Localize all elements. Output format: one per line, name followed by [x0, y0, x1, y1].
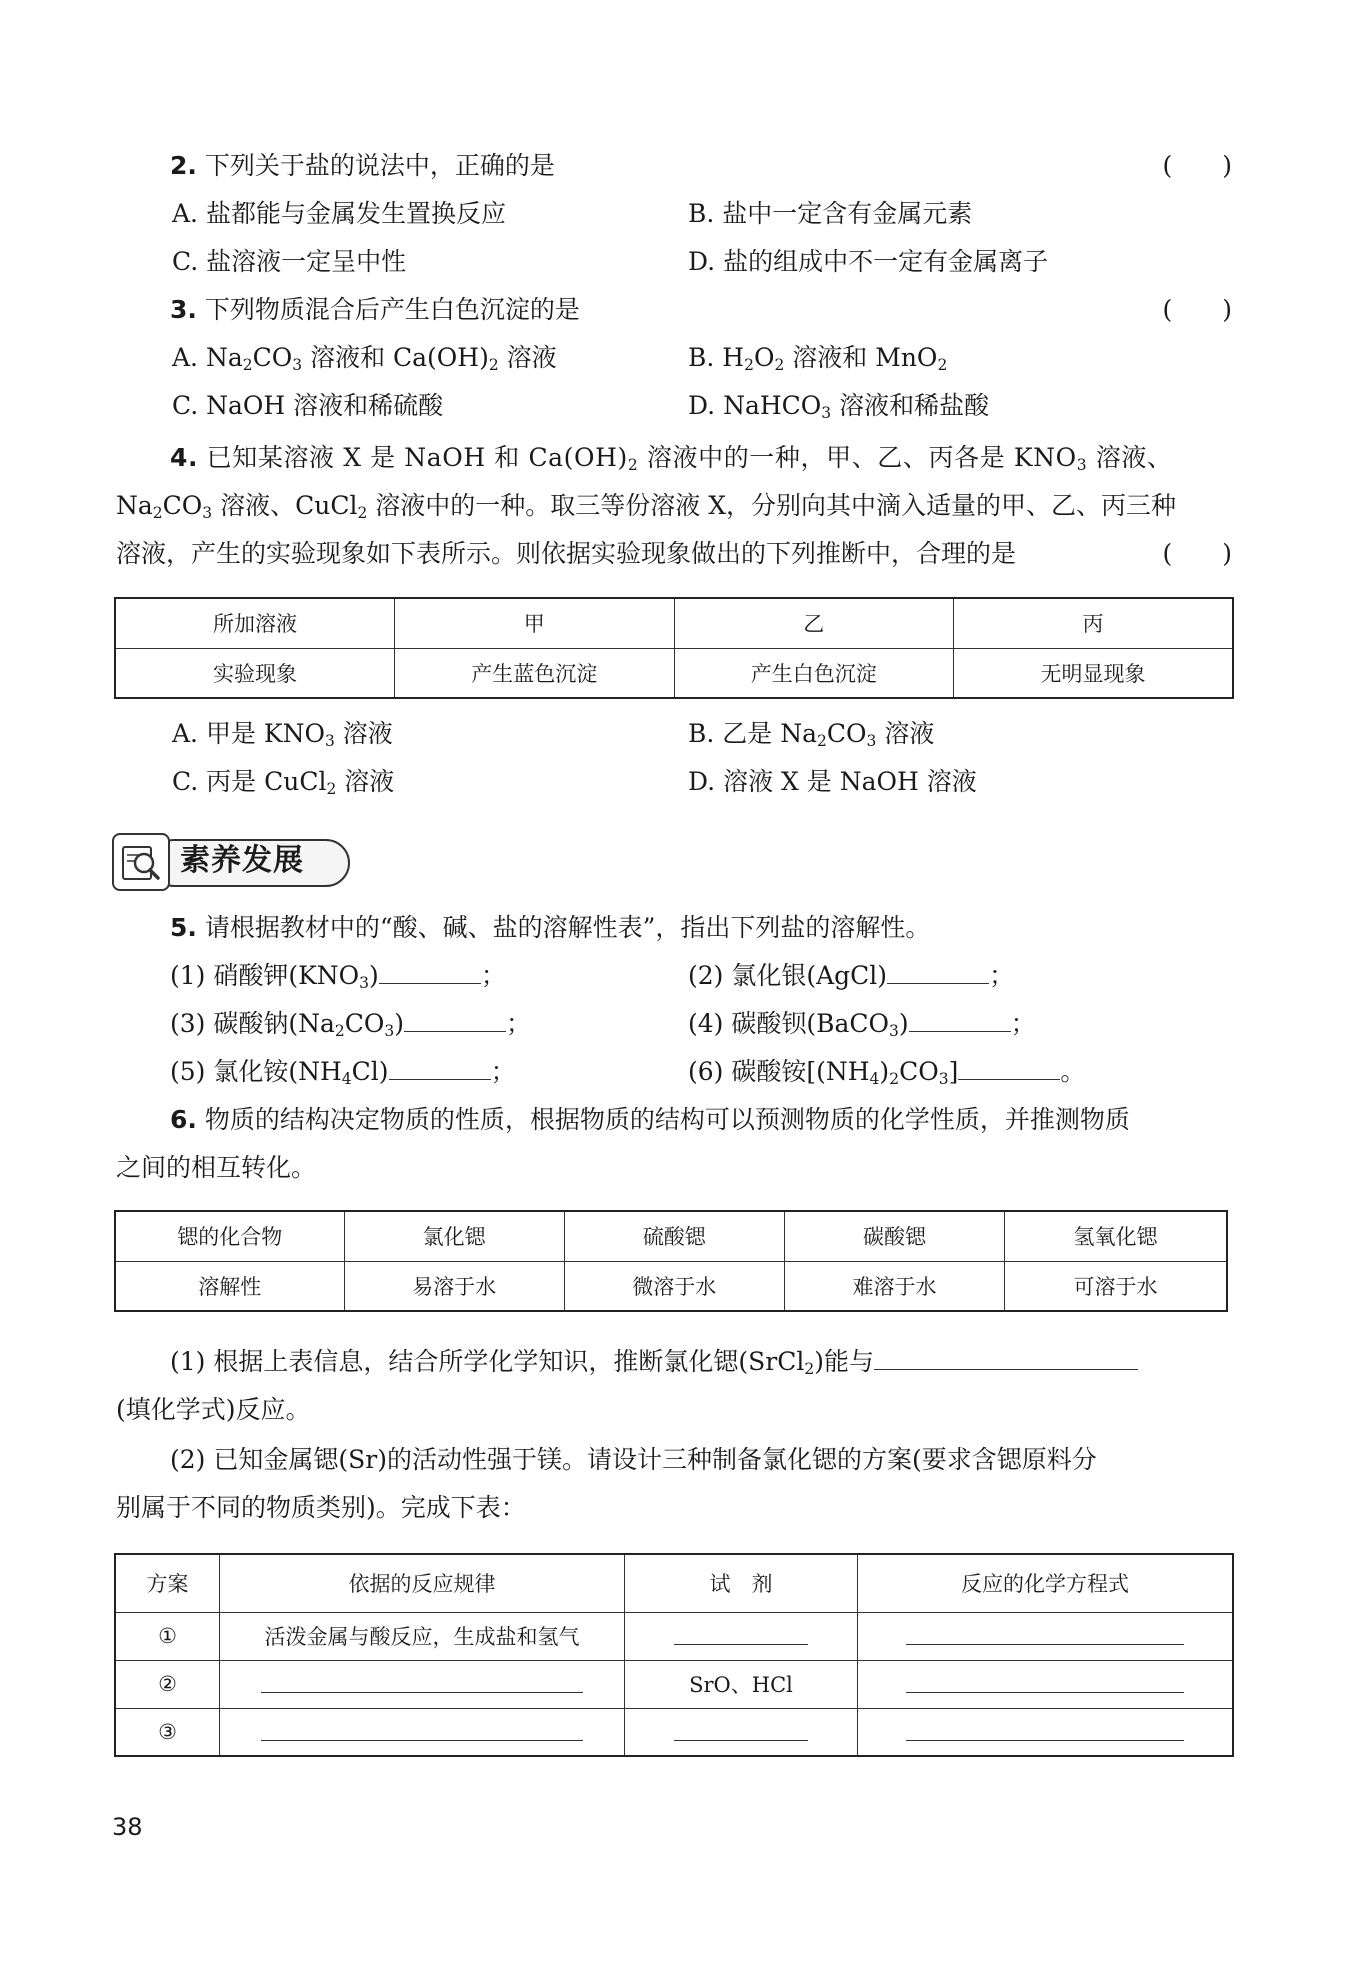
section-heading [112, 833, 348, 887]
table-cell: 溶解性 [115, 1261, 344, 1311]
q4-stem-line1: 4. 已知某溶液 X 是 NaOH 和 $Ca(OH)_2$ 溶液中的一种，甲、乙、丙各是 $KNO_3$ 溶液、 [170, 443, 1173, 474]
table-cell: 硫酸锶 [564, 1211, 784, 1261]
table-cell: 氯化锶 [344, 1211, 564, 1261]
table-cell: 无明显现象 [954, 648, 1234, 698]
section-icon-box [112, 833, 170, 891]
section-title: 素养发展 [180, 843, 304, 878]
q4-stem-line2: $Na_2CO_3$ 溶液、CuCl$_2$ 溶液中的一种。取三等份溶液 X，分别向其中滴入适量的甲、乙、丙三种 [116, 491, 1177, 522]
q4-option-d[interactable]: D. 溶液 X 是 NaOH 溶液 [688, 767, 977, 796]
answer-blank[interactable] [906, 1622, 1184, 1645]
q5-stem: 5. 请根据教材中的“酸、碱、盐的溶解性表”，指出下列盐的溶解性。 [170, 913, 931, 942]
q2-option-b[interactable]: B. 盐中一定含有金属元素 [688, 199, 973, 228]
answer-blank[interactable] [874, 1343, 1138, 1370]
q4-option-a[interactable]: A. 甲是 $KNO_3$ 溶液 [172, 719, 393, 750]
q6-part1-line2: (填化学式)反应。 [116, 1395, 311, 1424]
q6-part2-line1: (2) 已知金属锶(Sr)的活动性强于镁。请设计三种制备氯化锶的方案(要求含锶原料分 [170, 1445, 1097, 1474]
plan-reagent: SrO、HCl [625, 1660, 858, 1708]
q6-part1-line1: (1) 根据上表信息，结合所学化学知识，推断氯化锶(SrCl$_2$)能与 [170, 1342, 1138, 1382]
table-header-cell: 反应的化学方程式 [858, 1554, 1234, 1612]
table-cell: 产生白色沉淀 [674, 648, 954, 698]
plan-reagent-cell [625, 1708, 858, 1756]
q6-plan-table [114, 1553, 1234, 1757]
table-cell: 实验现象 [115, 648, 395, 698]
table-cell: 乙 [674, 598, 954, 648]
table-cell: 难溶于水 [784, 1261, 1004, 1311]
q6-stem-line1: 6. 物质的结构决定物质的性质，根据物质的结构可以预测物质的化学性质，并推测物质 [170, 1105, 1130, 1134]
answer-blank[interactable] [906, 1670, 1184, 1693]
q3-stem: 3. 下列物质混合后产生白色沉淀的是 [170, 295, 580, 324]
table-cell: 碳酸锶 [784, 1211, 1004, 1261]
q2-option-a[interactable]: A. 盐都能与金属发生置换反应 [172, 199, 506, 228]
q4-observation-table [114, 597, 1234, 699]
answer-blank[interactable] [674, 1622, 808, 1645]
answer-blank[interactable] [909, 1005, 1011, 1032]
table-cell: 可溶于水 [1005, 1261, 1227, 1311]
plan-number: ② [115, 1660, 220, 1708]
q4-option-c[interactable]: C. 丙是 CuCl$_2$ 溶液 [172, 767, 395, 798]
q3-option-a[interactable]: A. $Na_2CO_3$ 溶液和 $Ca(OH)_2$ 溶液 [172, 343, 557, 374]
q3-answer-paren[interactable]: ( ) [1162, 295, 1232, 324]
table-cell: 易溶于水 [344, 1261, 564, 1311]
table-cell: 丙 [954, 598, 1234, 648]
table-row [115, 1612, 1233, 1660]
plan-reagent-cell [625, 1612, 858, 1660]
plan-equation-cell [858, 1612, 1234, 1660]
q4-stem-line3: 溶液，产生的实验现象如下表所示。则依据实验现象做出的下列推断中，合理的是 [116, 539, 1017, 568]
answer-blank[interactable] [261, 1718, 583, 1741]
plan-rule-cell [220, 1660, 625, 1708]
answer-blank[interactable] [261, 1670, 583, 1693]
table-header-cell: 依据的反应规律 [220, 1554, 625, 1612]
table-header-cell: 试 剂 [625, 1554, 858, 1612]
table-row [115, 1660, 1233, 1708]
plan-rule: 活泼金属与酸反应，生成盐和氢气 [220, 1612, 625, 1660]
answer-blank[interactable] [906, 1718, 1184, 1741]
q5-item-5: (5) 氯化铵$(NH_4Cl)$ ； [170, 1052, 516, 1092]
answer-blank[interactable] [674, 1718, 808, 1741]
q2-option-c[interactable]: C. 盐溶液一定呈中性 [172, 247, 407, 276]
answer-blank[interactable] [887, 957, 989, 984]
table-cell: 锶的化合物 [115, 1211, 344, 1261]
q6-solubility-table [114, 1210, 1228, 1312]
table-cell: 所加溶液 [115, 598, 395, 648]
table-cell: 甲 [395, 598, 675, 648]
plan-rule-cell [220, 1708, 625, 1756]
q5-item-3: (3) 碳酸钠$(Na_2CO_3)$ ； [170, 1004, 531, 1044]
table-cell: 微溶于水 [564, 1261, 784, 1311]
table-cell: 氢氧化锶 [1005, 1211, 1227, 1261]
q5-item-4: (4) 碳酸钡(BaCO$_3$) ； [688, 1004, 1036, 1044]
plan-equation-cell [858, 1708, 1234, 1756]
q2-answer-paren[interactable]: ( ) [1162, 151, 1232, 180]
q3-option-b[interactable]: B. $H_2O_2$ 溶液和 MnO$_2$ [688, 343, 948, 374]
q6-part2-line2: 别属于不同的物质类别)。完成下表： [116, 1493, 526, 1522]
table-header-cell: 方案 [115, 1554, 220, 1612]
plan-equation-cell [858, 1660, 1234, 1708]
magnifier-book-icon [114, 835, 168, 889]
q4-option-b[interactable]: B. 乙是 $Na_2CO_3$ 溶液 [688, 719, 935, 750]
q3-option-c[interactable]: C. NaOH 溶液和稀硫酸 [172, 391, 444, 420]
answer-blank[interactable] [404, 1005, 506, 1032]
q2-stem: 2. 下列关于盐的说法中，正确的是 [170, 151, 555, 180]
q2-option-d[interactable]: D. 盐的组成中不一定有金属离子 [688, 247, 1049, 276]
table-row [115, 1708, 1233, 1756]
page-number: 38 [112, 1813, 143, 1841]
plan-number: ③ [115, 1708, 220, 1756]
q5-item-6: (6) 碳酸铵$[(NH_4)_2CO_3]$ 。 [688, 1052, 1085, 1092]
table-cell: 产生蓝色沉淀 [395, 648, 675, 698]
answer-blank[interactable] [379, 957, 481, 984]
q5-item-1: (1) 硝酸钾$(KNO_3)$ ； [170, 956, 506, 996]
q4-answer-paren[interactable]: ( ) [1162, 539, 1232, 568]
answer-blank[interactable] [389, 1053, 491, 1080]
q6-stem-line2: 之间的相互转化。 [116, 1153, 317, 1182]
answer-blank[interactable] [958, 1053, 1060, 1080]
q3-option-d[interactable]: D. NaHCO$_3$ 溶液和稀盐酸 [688, 391, 990, 422]
plan-number: ① [115, 1612, 220, 1660]
q5-item-2: (2) 氯化银(AgCl) ； [688, 956, 1014, 996]
